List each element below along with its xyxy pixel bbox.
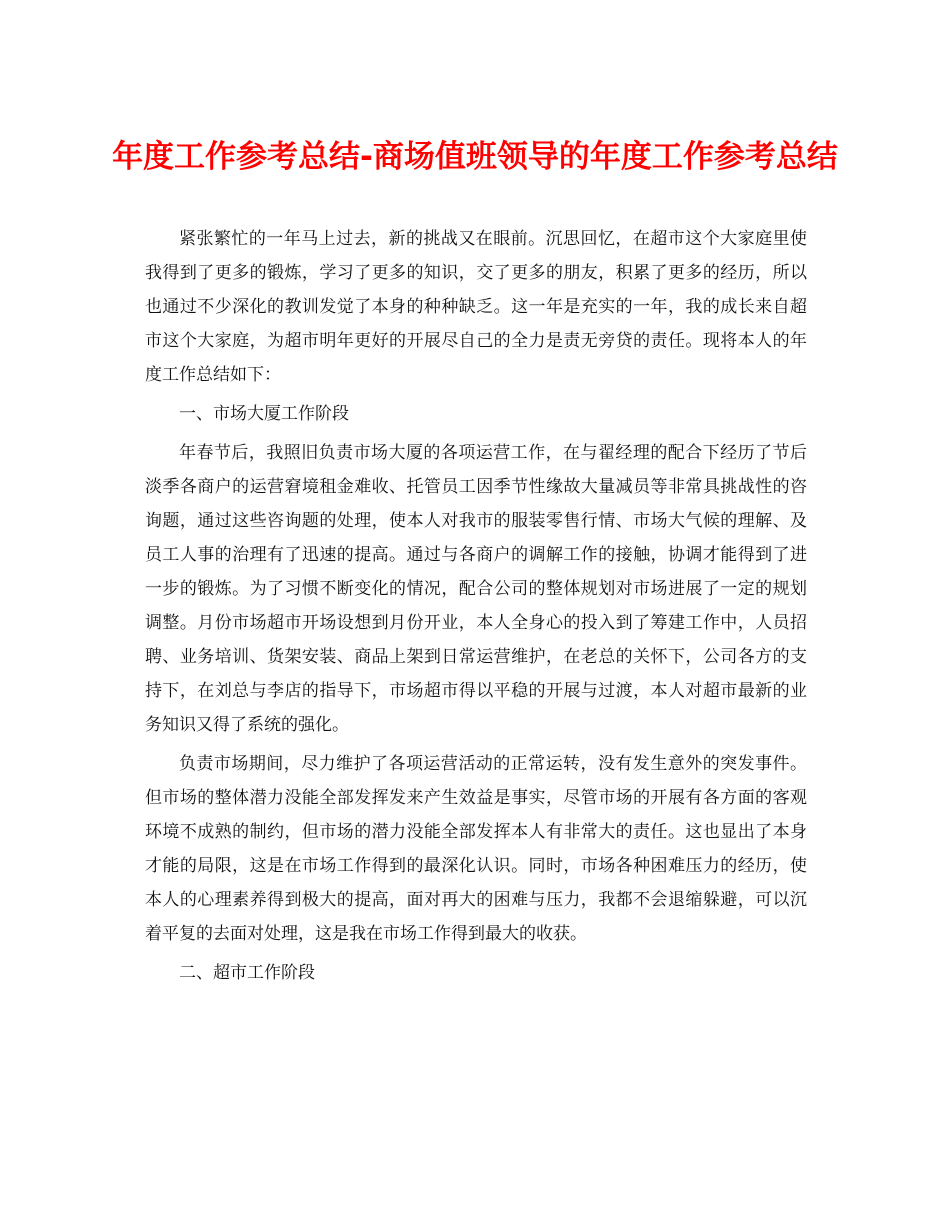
section-1-paragraph-2: 负责市场期间，尽力维护了各项运营活动的正常运转，没有发生意外的突发事件。但市场的整体潜力没能全部发挥发来产生效益是事实，尽管市场的开展有各方面的客观环境不成熟的制约，但市场的潜力没能全部发挥本人有非常大的责任。这也显出了本身才能的局限，这是在市场工作得到的最深化认识。同时，市场各种困难压力的经历，使本人的心理素养得到极大的提高，面对再大的困难与压力，我都不会退缩躲避，可以沉着平复的去面对处理，这是我在市场工作得到最大的收获。: [145, 754, 807, 944]
section-1-paragraph-1: 年春节后，我照旧负责市场大厦的各项运营工作，在与翟经理的配合下经历了节后淡季各商户的运营窘境租金难收、托管员工因季节性缘故大量减员等非常具挑战性的咨询题，通过这些咨询题的处理，使本人对我市的服装零售行情、市场大气候的理解、及员工人事的治理有了迅速的提高。通过与各商户的调解工作的接触，协调才能得到了进一步的锻炼。为了习惯不断变化的情况，配合公司的整体规划对市场进展了一定的规划调整。月份市场超市开场设想到月份开业，本人全身心的投入到了筹建工作中，人员招聘、业务培训、货架安装、商品上架到日常运营维护，在老总的关怀下，公司各方的支持下，在刘总与李店的指导下，市场超市得以平稳的开展与过渡，本人对超市最新的业务知识又得了系统的强化。: [145, 443, 807, 735]
document-body: [145, 222, 807, 995]
intro-paragraph: 紧张繁忙的一年马上过去，新的挑战又在眼前。沉思回忆，在超市这个大家庭里使我得到了更多的锻炼，学习了更多的知识，交了更多的朋友，积累了更多的经历，所以也通过不少深化的教训发觉了本身的种种缺乏。这一年是充实的一年，我的成长来自超市这个大家庭，为超市明年更好的开展尽自己的全力是责无旁贷的责任。现将本人的年度工作总结如下：: [145, 229, 807, 385]
document-title: 年度工作参考总结-商场值班领导的年度工作参考总结: [112, 139, 838, 175]
section-heading-1: 一、市场大厦工作阶段: [179, 404, 349, 424]
section-heading-2: 二、超市工作阶段: [179, 963, 315, 983]
